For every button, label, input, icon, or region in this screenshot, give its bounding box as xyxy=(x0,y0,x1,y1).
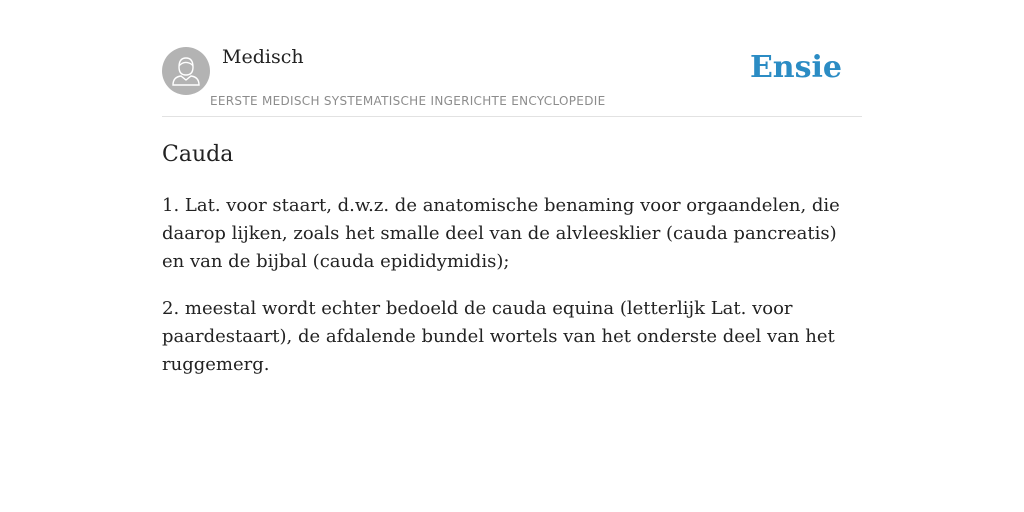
definition-paragraph-1: 1. Lat. voor staart, d.w.z. de anatomische benaming voor orgaandelen, die daarop lijken, zoals het smalle deel van de alvleesklier (cauda pancreatis) en van de bijbal (cauda epididymidis); xyxy=(162,195,840,272)
article xyxy=(162,138,862,379)
definition-paragraph-2: 2. meestal wordt echter bedoeld de cauda equina (letterlijk Lat. voor paardestaart), de afdalende bundel wortels van het onderste deel van het ruggemerg. xyxy=(162,298,835,375)
brand-logo-link[interactable]: Ensie xyxy=(749,50,842,85)
page-header xyxy=(162,40,862,117)
page-title: Cauda xyxy=(162,142,234,167)
site-tagline: EERSTE MEDISCH SYSTEMATISCHE INGERICHTE ENCYCLOPEDIE xyxy=(210,94,606,108)
author-link[interactable]: Medisch xyxy=(222,46,304,68)
user-avatar-icon xyxy=(162,47,210,95)
author-avatar[interactable] xyxy=(162,47,210,95)
